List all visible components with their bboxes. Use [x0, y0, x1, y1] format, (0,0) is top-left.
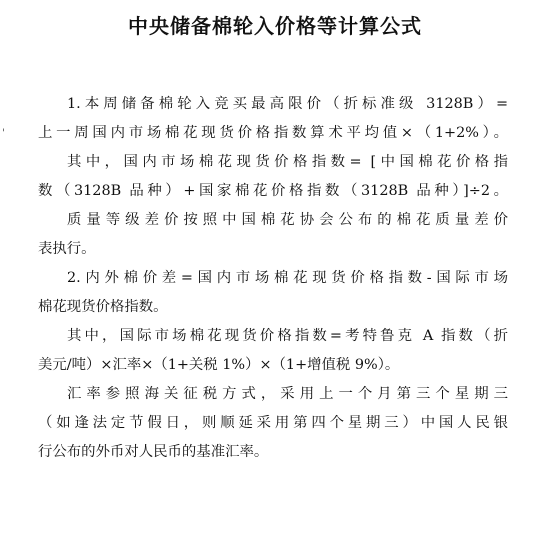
- formula-1-note-line-2: 数（3128B 品种）+国家棉花价格指数（3128B 品种）]÷2。: [38, 183, 508, 199]
- document-title: 中央储备棉轮入价格等计算公式: [128, 14, 422, 38]
- exchange-rate-line-1: 汇率参照海关征税方式，采用上一个月第三个星期三: [67, 386, 508, 402]
- margin-mark: ': [2, 128, 5, 139]
- exchange-rate-line-3: 行公布的外币对人民币的基准汇率。: [38, 444, 269, 460]
- quality-diff-line-1: 质量等级差价按照中国棉花协会公布的棉花质量差价: [67, 212, 508, 228]
- formula-1-line-1: 1.本周储备棉轮入竞买最高限价（折标准级 3128B）=: [67, 96, 508, 112]
- quality-diff-line-2: 表执行。: [38, 241, 96, 257]
- formula-2-line-2: 棉花现货价格指数。: [38, 299, 168, 315]
- formula-2-note-line-2: 美元/吨）×汇率×（1+关税 1%）×（1+增值税 9%）。: [38, 357, 400, 373]
- formula-1-line-2: 上一周国内市场棉花现货价格指数算术平均值×（1+2%）。: [38, 125, 508, 141]
- document-body: [38, 90, 508, 467]
- formula-2-line-1: 2.内外棉价差=国内市场棉花现货价格指数-国际市场: [67, 270, 508, 286]
- formula-1-note-line-1: 其中，国内市场棉花现货价格指数= [中国棉花价格指: [67, 154, 508, 170]
- exchange-rate-line-2: （如逢法定节假日，则顺延采用第四个星期三）中国人民银: [38, 415, 508, 431]
- formula-2-note-line-1: 其中，国际市场棉花现货价格指数=考特鲁克 A 指数（折: [67, 328, 508, 344]
